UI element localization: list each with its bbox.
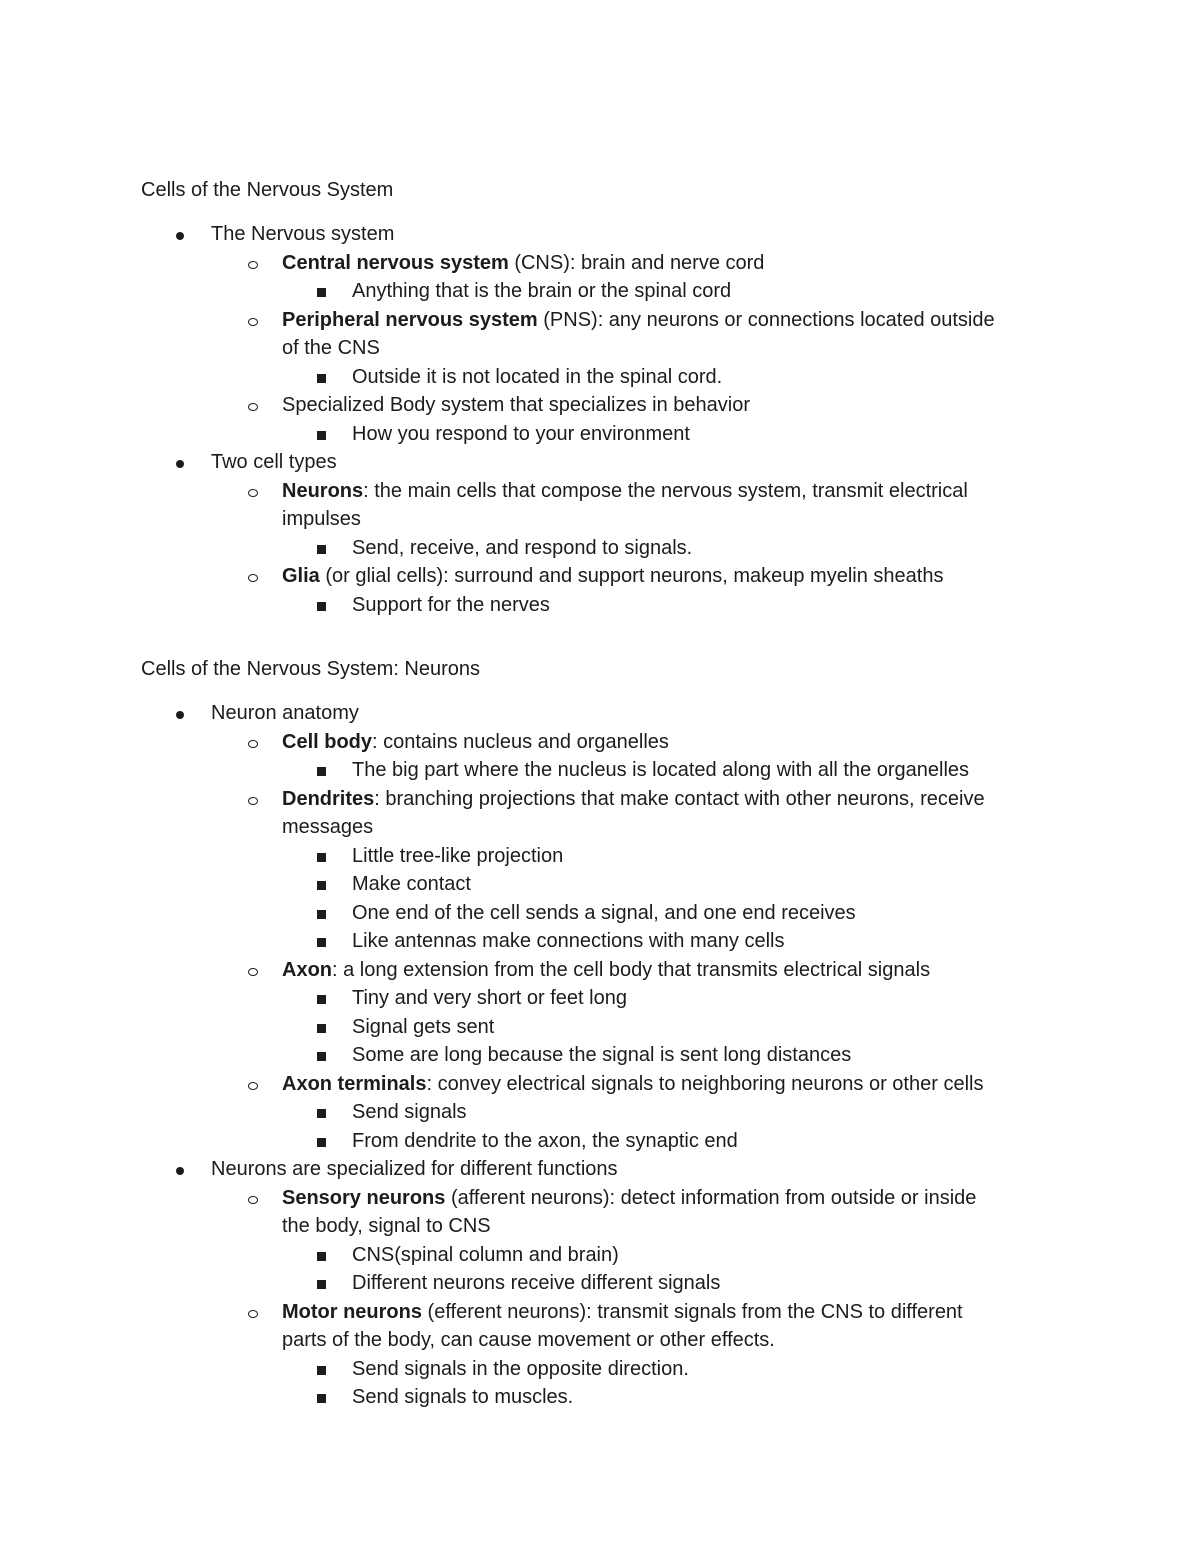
- term-dendrites: Dendrites: [282, 787, 375, 810]
- list-item-continuation: [0, 1326, 1200, 1355]
- list-item: [0, 591, 1200, 620]
- list-item-text: Little tree-like projection: [352, 844, 564, 867]
- list-item: [0, 1184, 1200, 1213]
- definition-text: : the main cells that compose the nervous system, transmit electrical: [363, 479, 968, 502]
- definition-text: : contains nucleus and organelles: [372, 730, 669, 753]
- list-item: [0, 699, 1200, 728]
- definition-text: : a long extension from the cell body that transmits electrical signals: [332, 958, 931, 981]
- list-item-text: The big part where the nucleus is located along with all the organelles: [352, 759, 970, 781]
- term-sensory-neurons: Sensory neurons: [282, 1186, 446, 1209]
- circle-bullet-icon: [248, 1070, 258, 1099]
- list-item-continuation: [0, 505, 1200, 534]
- square-bullet-icon: [317, 534, 326, 563]
- disc-bullet-icon: [176, 220, 184, 249]
- circle-bullet-icon: [248, 1184, 258, 1213]
- list-item-text: Different neurons receive different signals: [352, 1272, 721, 1294]
- section-list-neurons: [0, 699, 1200, 1412]
- list-item: [0, 756, 1200, 785]
- definition-text: the body, signal to CNS: [282, 1215, 491, 1237]
- list-item: [0, 984, 1200, 1013]
- definition-text: of the CNS: [282, 337, 380, 359]
- list-item: [0, 1098, 1200, 1127]
- square-bullet-icon: [317, 1041, 326, 1070]
- list-item: [0, 1383, 1200, 1412]
- square-bullet-icon: [317, 1383, 326, 1412]
- list-item-text: Send signals: [352, 1101, 467, 1123]
- list-item: [0, 870, 1200, 899]
- circle-bullet-icon: [248, 306, 258, 335]
- list-item: [0, 220, 1200, 249]
- list-item: [0, 391, 1200, 420]
- list-item-text: Two cell types: [211, 451, 337, 473]
- list-item: [0, 1041, 1200, 1070]
- square-bullet-icon: [317, 756, 326, 785]
- square-bullet-icon: [317, 420, 326, 449]
- square-bullet-icon: [317, 984, 326, 1013]
- circle-bullet-icon: [248, 249, 258, 278]
- definition-text: messages: [282, 816, 374, 838]
- square-bullet-icon: [317, 1355, 326, 1384]
- definition-text: impulses: [282, 508, 361, 530]
- list-item-continuation: [0, 334, 1200, 363]
- square-bullet-icon: [317, 277, 326, 306]
- list-item: [0, 1241, 1200, 1270]
- list-item-text: Outside it is not located in the spinal cord.: [352, 365, 723, 388]
- list-item: [0, 1355, 1200, 1384]
- square-bullet-icon: [317, 363, 326, 392]
- term-cns: Central nervous system: [282, 251, 509, 274]
- list-item-text: Specialized Body system that specializes in behavior: [282, 394, 751, 416]
- list-item: [0, 1013, 1200, 1042]
- square-bullet-icon: [317, 1127, 326, 1156]
- list-item: [0, 306, 1200, 335]
- definition-text: : branching projections that make contact with other neurons, receive: [374, 787, 985, 810]
- square-bullet-icon: [317, 1013, 326, 1042]
- list-item-text: Send signals to muscles.: [352, 1386, 574, 1408]
- square-bullet-icon: [317, 591, 326, 620]
- list-item-text: Anything that is the brain or the spinal cord: [352, 280, 732, 302]
- list-item: [0, 956, 1200, 985]
- list-item-text: Send signals in the opposite direction.: [352, 1357, 689, 1380]
- circle-bullet-icon: [248, 477, 258, 506]
- section-heading-neurons: Cells of the Nervous System: Neurons: [141, 658, 481, 680]
- list-item: [0, 1127, 1200, 1156]
- list-item-text: Make contact: [352, 873, 471, 895]
- circle-bullet-icon: [248, 1298, 258, 1327]
- term-axon-terminals: Axon terminals: [282, 1072, 427, 1095]
- term-cell-body: Cell body: [282, 730, 373, 753]
- list-item-text: CNS(spinal column and brain): [352, 1243, 619, 1266]
- list-item: [0, 1298, 1200, 1327]
- circle-bullet-icon: [248, 391, 258, 420]
- list-item: [0, 448, 1200, 477]
- list-item-text: Like antennas make connections with many cells: [352, 930, 785, 952]
- definition-text: (PNS): any neurons or connections located outside: [537, 308, 995, 331]
- list-item-continuation: [0, 813, 1200, 842]
- square-bullet-icon: [317, 927, 326, 956]
- list-item-text: Support for the nerves: [352, 593, 550, 616]
- list-item: [0, 477, 1200, 506]
- list-item-text: Neurons are specialized for different functions: [211, 1158, 618, 1180]
- list-item-text: How you respond to your environment: [352, 422, 690, 445]
- definition-text: (afferent neurons): detect information from outside or inside: [445, 1186, 977, 1209]
- list-item: [0, 534, 1200, 563]
- square-bullet-icon: [317, 1269, 326, 1298]
- square-bullet-icon: [317, 842, 326, 871]
- list-item: [0, 1070, 1200, 1099]
- circle-bullet-icon: [248, 728, 258, 757]
- list-item-continuation: [0, 1212, 1200, 1241]
- list-item-text: One end of the cell sends a signal, and one end receives: [352, 901, 856, 924]
- list-item: [0, 420, 1200, 449]
- list-item: [0, 562, 1200, 591]
- term-neurons: Neurons: [282, 479, 364, 502]
- list-item-text: Tiny and very short or feet long: [352, 987, 627, 1009]
- definition-text: (efferent neurons): transmit signals from the CNS to different: [422, 1300, 963, 1323]
- square-bullet-icon: [317, 870, 326, 899]
- list-item: [0, 927, 1200, 956]
- term-glia: Glia: [282, 565, 320, 587]
- square-bullet-icon: [317, 1098, 326, 1127]
- square-bullet-icon: [317, 1241, 326, 1270]
- list-item: [0, 1155, 1200, 1184]
- list-item: [0, 363, 1200, 392]
- list-item: [0, 249, 1200, 278]
- term-motor-neurons: Motor neurons: [282, 1300, 422, 1323]
- list-item-text: The Nervous system: [211, 223, 395, 245]
- list-item: [0, 785, 1200, 814]
- list-item-text: Some are long because the signal is sent long distances: [352, 1044, 852, 1066]
- list-item: [0, 842, 1200, 871]
- list-item-text: Signal gets sent: [352, 1015, 495, 1038]
- square-bullet-icon: [317, 899, 326, 928]
- list-item-text: Neuron anatomy: [211, 702, 359, 724]
- circle-bullet-icon: [248, 785, 258, 814]
- definition-text: parts of the body, can cause movement or other effects.: [282, 1329, 775, 1351]
- definition-text: : convey electrical signals to neighboring neurons or other cells: [426, 1072, 984, 1095]
- section-list-cells: [0, 220, 1200, 619]
- definition-text: (CNS): brain and nerve cord: [508, 251, 765, 274]
- list-item: [0, 1269, 1200, 1298]
- term-pns: Peripheral nervous system: [282, 308, 538, 331]
- disc-bullet-icon: [176, 1155, 184, 1184]
- disc-bullet-icon: [176, 699, 184, 728]
- term-axon: Axon: [282, 958, 332, 981]
- list-item: [0, 899, 1200, 928]
- disc-bullet-icon: [176, 448, 184, 477]
- circle-bullet-icon: [248, 956, 258, 985]
- list-item: [0, 277, 1200, 306]
- list-item-text: From dendrite to the axon, the synaptic end: [352, 1129, 738, 1152]
- definition-text: (or glial cells): surround and support neurons, makeup myelin sheaths: [319, 565, 944, 587]
- list-item: [0, 728, 1200, 757]
- section-heading-cells: Cells of the Nervous System: [141, 179, 394, 201]
- circle-bullet-icon: [248, 562, 258, 591]
- list-item-text: Send, receive, and respond to signals.: [352, 536, 693, 559]
